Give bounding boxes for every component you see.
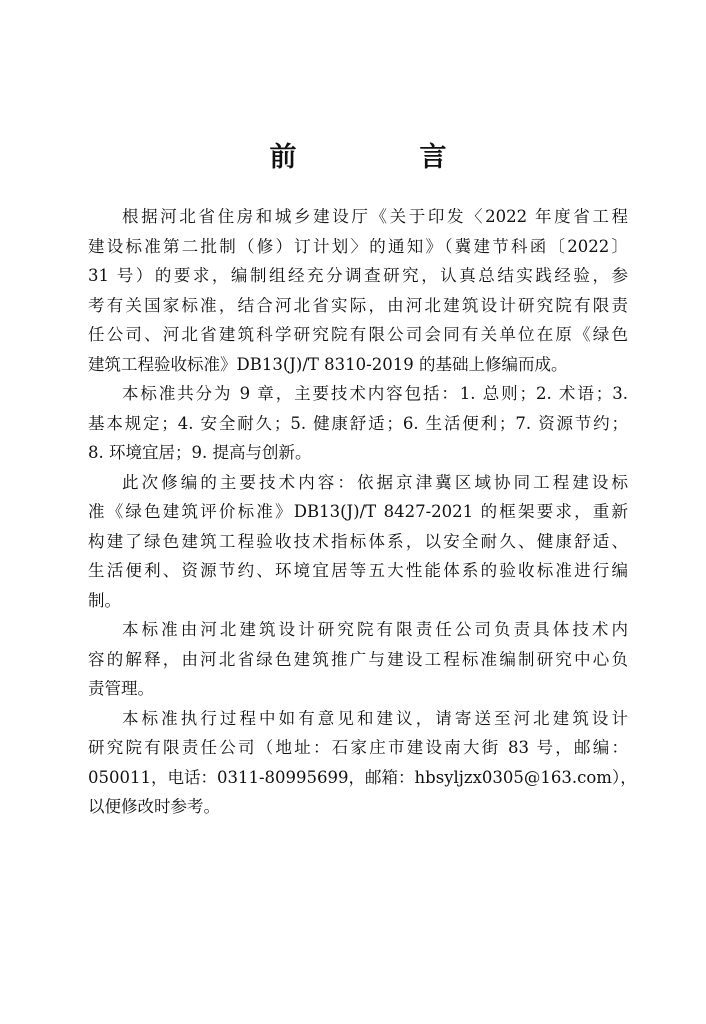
paragraph-line: 8. 环境宜居；9. 提高与创新。 — [88, 443, 312, 462]
page-title: 前 言 — [269, 142, 495, 173]
paragraph-line: 制。 — [88, 590, 121, 610]
document-body — [88, 202, 637, 822]
paragraph-line: 建设标准第二批制（修）订计划〉的通知》（冀建节科函〔2022〕 — [88, 236, 628, 256]
paragraph-3 — [88, 468, 628, 616]
paragraph-line: 本标准由河北建筑设计研究院有限责任公司负责具体技术内 — [122, 620, 628, 639]
paragraph-5 — [88, 704, 637, 822]
paragraph-line: 准《绿色建筑评价标准》DB13(J)/T 8427-2021 的框架要求，重新 — [88, 502, 628, 521]
paragraph-line: 050011，电话：0311-80995699，邮箱：hbsyljzx0305@163.com）， — [88, 767, 637, 787]
paragraph-line: 基本规定；4. 安全耐久；5. 健康舒适；6. 生活便利；7. 资源节约； — [88, 413, 628, 433]
document-page — [88, 0, 637, 1024]
paragraph-1 — [88, 202, 628, 379]
paragraph-line: 建筑工程验收标准》DB13(J)/T 8310-2019 的基础上修编而成。 — [88, 354, 568, 374]
paragraph-line: 本标准共分为 9 章，主要技术内容包括：1. 总则；2. 术语；3. — [122, 384, 628, 403]
paragraph-line: 考有关国家标准，结合河北省实际，由河北建筑设计研究院有限责 — [88, 295, 628, 315]
paragraph-2 — [88, 379, 628, 468]
paragraph-line: 31 号）的要求，编制组经充分调查研究，认真总结实践经验，参 — [88, 266, 628, 285]
paragraph-line: 构建了绿色建筑工程验收技术指标体系，以安全耐久、健康舒适、 — [88, 531, 628, 551]
paragraph-line: 此次修编的主要技术内容：依据京津冀区域协同工程建设标 — [122, 472, 628, 492]
paragraph-line: 根据河北省住房和城乡建设厅《关于印发〈2022 年度省工程 — [122, 207, 628, 226]
paragraph-line: 任公司、河北省建筑科学研究院有限公司会同有关单位在原《绿色 — [88, 325, 628, 344]
paragraph-line: 责管理。 — [88, 679, 154, 698]
paragraph-line: 生活便利、资源节约、环境宜居等五大性能体系的验收标准进行编 — [88, 561, 628, 580]
paragraph-line: 本标准执行过程中如有意见和建议，请寄送至河北建筑设计 — [122, 708, 628, 728]
paragraph-4 — [88, 615, 628, 704]
paragraph-line: 以便修改时参考。 — [88, 797, 220, 816]
paragraph-line: 容的解释，由河北省绿色建筑推广与建设工程标准编制研究中心负 — [88, 649, 628, 669]
paragraph-line: 研究院有限责任公司（地址：石家庄市建设南大街 83 号，邮编： — [88, 738, 628, 757]
